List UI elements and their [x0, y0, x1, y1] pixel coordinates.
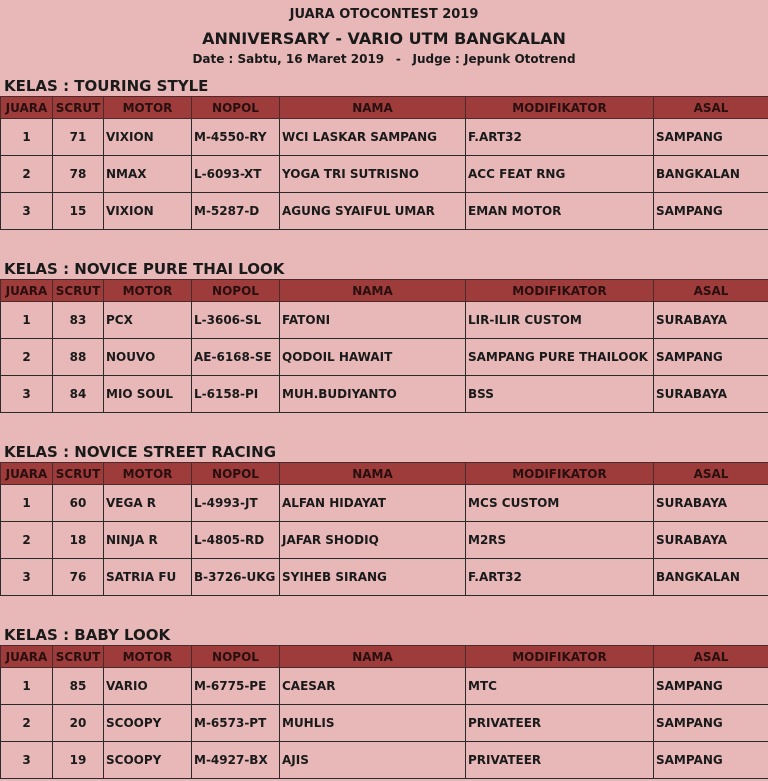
table-cell: 2	[1, 156, 53, 193]
table-cell: NINJA R	[104, 522, 192, 559]
event-judge: Judge : Jepunk Ototrend	[412, 52, 576, 66]
column-header: NOPOL	[192, 97, 280, 119]
table-cell: CAESAR	[280, 668, 466, 705]
table-header-row	[1, 646, 768, 668]
table-cell: 3	[1, 193, 53, 230]
table-row	[1, 156, 768, 193]
column-header: NOPOL	[192, 646, 280, 668]
table-cell: 3	[1, 376, 53, 413]
table-cell: 1	[1, 668, 53, 705]
table-cell: AJIS	[280, 742, 466, 779]
table-cell: SATRIA FU	[104, 559, 192, 596]
column-header: NAMA	[280, 97, 466, 119]
column-header: MODIFIKATOR	[466, 280, 654, 302]
table-cell: QODOIL HAWAIT	[280, 339, 466, 376]
table-cell: 15	[53, 193, 104, 230]
table-cell: 2	[1, 705, 53, 742]
table-cell: BANGKALAN	[654, 559, 768, 596]
table-cell: WCI LASKAR SAMPANG	[280, 119, 466, 156]
column-header: ASAL	[654, 646, 768, 668]
table-cell: 3	[1, 742, 53, 779]
table-cell: 71	[53, 119, 104, 156]
table-cell: SAMPANG	[654, 339, 768, 376]
column-header: NOPOL	[192, 463, 280, 485]
column-header: MOTOR	[104, 646, 192, 668]
column-header: JUARA	[1, 97, 53, 119]
results-table	[0, 96, 768, 230]
table-cell: SYIHEB SIRANG	[280, 559, 466, 596]
column-header: ASAL	[654, 280, 768, 302]
table-row	[1, 522, 768, 559]
table-row	[1, 742, 768, 779]
table-row	[1, 559, 768, 596]
table-row	[1, 705, 768, 742]
table-cell: MCS CUSTOM	[466, 485, 654, 522]
table-cell: F.ART32	[466, 559, 654, 596]
table-cell: 83	[53, 302, 104, 339]
column-header: SCRUT	[53, 463, 104, 485]
table-cell: PCX	[104, 302, 192, 339]
table-row	[1, 376, 768, 413]
column-header: JUARA	[1, 646, 53, 668]
table-header-row	[1, 97, 768, 119]
table-cell: SURABAYA	[654, 376, 768, 413]
table-cell: M-5287-D	[192, 193, 280, 230]
table-header-row	[1, 280, 768, 302]
table-cell: 19	[53, 742, 104, 779]
section-title: KELAS : BABY LOOK	[4, 626, 171, 644]
table-cell: 76	[53, 559, 104, 596]
table-cell: L-3606-SL	[192, 302, 280, 339]
header-info	[0, 52, 768, 66]
table-cell: BANGKALAN	[654, 156, 768, 193]
table-cell: 18	[53, 522, 104, 559]
table-cell: VEGA R	[104, 485, 192, 522]
table-cell: PRIVATEER	[466, 705, 654, 742]
table-cell: SCOOPY	[104, 705, 192, 742]
column-header: ASAL	[654, 97, 768, 119]
column-header: SCRUT	[53, 280, 104, 302]
table-cell: SAMPANG	[654, 742, 768, 779]
table-cell: SURABAYA	[654, 302, 768, 339]
table-row	[1, 339, 768, 376]
class-section	[0, 259, 768, 413]
column-header: JUARA	[1, 463, 53, 485]
table-cell: ACC FEAT RNG	[466, 156, 654, 193]
table-cell: SAMPANG	[654, 668, 768, 705]
table-cell: 2	[1, 339, 53, 376]
column-header: NAMA	[280, 646, 466, 668]
table-header-row	[1, 463, 768, 485]
table-cell: L-4993-JT	[192, 485, 280, 522]
table-cell: VIXION	[104, 119, 192, 156]
column-header: MODIFIKATOR	[466, 646, 654, 668]
table-cell: B-3726-UKG	[192, 559, 280, 596]
table-cell: M-6573-PT	[192, 705, 280, 742]
table-row	[1, 668, 768, 705]
header-title: JUARA OTOCONTEST 2019	[289, 7, 479, 22]
column-header: ASAL	[654, 463, 768, 485]
column-header: JUARA	[1, 280, 53, 302]
table-cell: VIXION	[104, 193, 192, 230]
table-cell: SAMPANG	[654, 705, 768, 742]
table-row	[1, 302, 768, 339]
section-title: KELAS : TOURING STYLE	[4, 77, 209, 95]
column-header: MOTOR	[104, 280, 192, 302]
table-row	[1, 193, 768, 230]
table-cell: L-4805-RD	[192, 522, 280, 559]
table-cell: SAMPANG PURE THAILOOK	[466, 339, 654, 376]
table-cell: 1	[1, 302, 53, 339]
table-cell: 1	[1, 485, 53, 522]
class-section	[0, 76, 768, 230]
table-cell: 60	[53, 485, 104, 522]
column-header: MOTOR	[104, 97, 192, 119]
table-cell: NOUVO	[104, 339, 192, 376]
section-title: KELAS : NOVICE STREET RACING	[4, 443, 276, 461]
results-table	[0, 279, 768, 413]
class-section	[0, 625, 768, 779]
table-cell: MTC	[466, 668, 654, 705]
table-cell: AE-6168-SE	[192, 339, 280, 376]
table-cell: PRIVATEER	[466, 742, 654, 779]
table-cell: EMAN MOTOR	[466, 193, 654, 230]
column-header: SCRUT	[53, 646, 104, 668]
table-cell: LIR-ILIR CUSTOM	[466, 302, 654, 339]
column-header: MOTOR	[104, 463, 192, 485]
table-cell: MUHLIS	[280, 705, 466, 742]
table-cell: M2RS	[466, 522, 654, 559]
table-cell: BSS	[466, 376, 654, 413]
table-cell: JAFAR SHODIQ	[280, 522, 466, 559]
table-cell: YOGA TRI SUTRISNO	[280, 156, 466, 193]
table-cell: L-6158-PI	[192, 376, 280, 413]
table-cell: SURABAYA	[654, 522, 768, 559]
table-cell: 85	[53, 668, 104, 705]
table-cell: 20	[53, 705, 104, 742]
table-cell: 84	[53, 376, 104, 413]
column-header: MODIFIKATOR	[466, 463, 654, 485]
table-cell: M-4927-BX	[192, 742, 280, 779]
results-table	[0, 645, 768, 779]
table-row	[1, 485, 768, 522]
column-header: NOPOL	[192, 280, 280, 302]
table-cell: ALFAN HIDAYAT	[280, 485, 466, 522]
table-row	[1, 119, 768, 156]
table-cell: F.ART32	[466, 119, 654, 156]
table-cell: 2	[1, 522, 53, 559]
table-cell: M-6775-PE	[192, 668, 280, 705]
table-cell: SAMPANG	[654, 119, 768, 156]
table-cell: 3	[1, 559, 53, 596]
column-header: NAMA	[280, 280, 466, 302]
column-header: NAMA	[280, 463, 466, 485]
table-cell: NMAX	[104, 156, 192, 193]
table-cell: MIO SOUL	[104, 376, 192, 413]
table-cell: SURABAYA	[654, 485, 768, 522]
table-cell: VARIO	[104, 668, 192, 705]
section-title: KELAS : NOVICE PURE THAI LOOK	[4, 260, 285, 278]
table-cell: L-6093-XT	[192, 156, 280, 193]
table-cell: SCOOPY	[104, 742, 192, 779]
table-cell: 1	[1, 119, 53, 156]
table-cell: AGUNG SYAIFUL UMAR	[280, 193, 466, 230]
table-cell: M-4550-RY	[192, 119, 280, 156]
column-header: MODIFIKATOR	[466, 97, 654, 119]
event-date: Date : Sabtu, 16 Maret 2019	[192, 52, 385, 66]
table-cell: 88	[53, 339, 104, 376]
table-cell: 78	[53, 156, 104, 193]
column-header: SCRUT	[53, 97, 104, 119]
header-subtitle: ANNIVERSARY - VARIO UTM BANGKALAN	[202, 29, 566, 48]
results-table	[0, 462, 768, 596]
class-section	[0, 442, 768, 596]
table-cell: FATONI	[280, 302, 466, 339]
table-cell: MUH.BUDIYANTO	[280, 376, 466, 413]
separator: -	[395, 52, 401, 66]
table-cell: SAMPANG	[654, 193, 768, 230]
